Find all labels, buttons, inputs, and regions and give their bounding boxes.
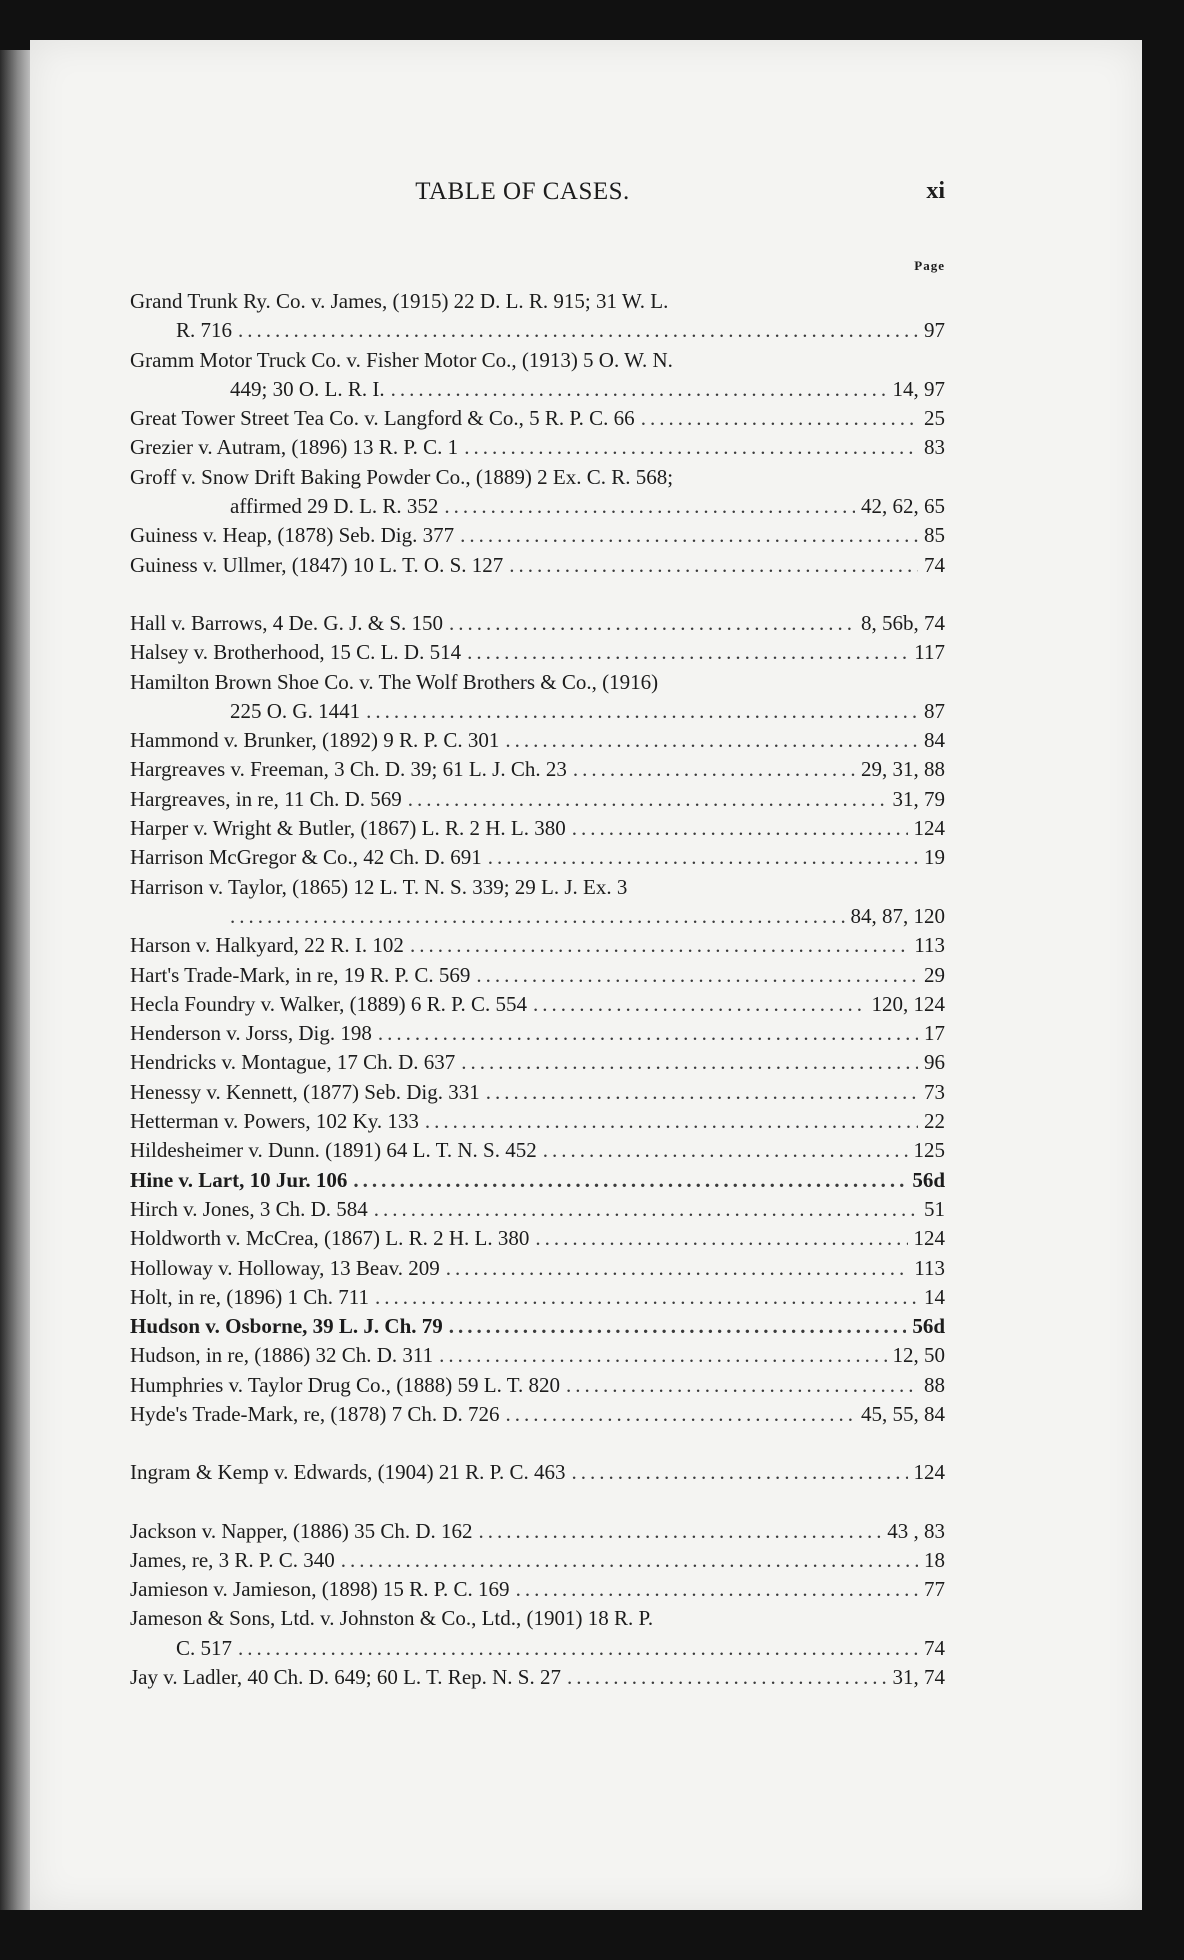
page-reference: 96 <box>924 1050 945 1075</box>
dot-leader <box>461 1048 918 1077</box>
page-reference: 12, 50 <box>892 1343 945 1368</box>
page-reference: 19 <box>924 845 945 870</box>
case-entry-line <box>130 1019 945 1048</box>
case-citation: R. 716 <box>176 318 233 343</box>
dot-leader <box>479 1517 882 1546</box>
dot-leader <box>543 1136 908 1165</box>
page-number: xi <box>926 178 945 204</box>
case-citation: affirmed 29 D. L. R. 352 <box>230 494 439 519</box>
case-entry-line <box>130 609 945 638</box>
page-reference: 17 <box>924 1021 945 1046</box>
case-citation: Holloway v. Holloway, 13 Beav. 209 <box>130 1255 440 1280</box>
case-citation: Harrison McGregor & Co., 42 Ch. D. 691 <box>130 845 482 870</box>
case-entry-line <box>130 1604 945 1633</box>
case-entry-line <box>130 463 945 492</box>
case-citation: Holt, in re, (1896) 1 Ch. 711 <box>130 1284 369 1309</box>
case-citation: Hamilton Brown Shoe Co. v. The Wolf Brothers & Co., (1916) <box>130 669 659 694</box>
dot-leader <box>467 638 908 667</box>
page-reference: 85 <box>924 523 945 548</box>
page-reference: 56d <box>912 1314 945 1339</box>
page-reference: 74 <box>924 1635 945 1660</box>
case-list <box>130 287 945 1692</box>
dot-leader <box>446 1254 909 1283</box>
page-reference: 124 <box>913 1460 945 1485</box>
page-reference: 87 <box>924 698 945 723</box>
dot-leader <box>378 1019 918 1048</box>
dot-leader <box>506 1400 856 1429</box>
dot-leader <box>509 551 918 580</box>
section-gap <box>130 1429 945 1458</box>
dot-leader <box>439 1341 886 1370</box>
dot-leader <box>572 814 908 843</box>
page-reference: 73 <box>924 1079 945 1104</box>
dot-leader <box>488 843 918 872</box>
page-reference: 51 <box>924 1196 945 1221</box>
page-reference: 45, 55, 84 <box>861 1401 945 1426</box>
dot-leader <box>533 990 865 1019</box>
page-reference: 77 <box>924 1577 945 1602</box>
dot-leader <box>238 1634 918 1663</box>
page-reference: 97 <box>924 318 945 343</box>
page-reference: 14, 97 <box>892 376 945 401</box>
page-header <box>100 178 945 218</box>
case-entry-line <box>130 433 945 462</box>
section-gap <box>130 580 945 609</box>
page-reference: 120, 124 <box>871 991 945 1016</box>
case-citation: Great Tower Street Tea Co. v. Langford & Co., 5 R. P. C. 66 <box>130 406 635 431</box>
dot-leader <box>464 433 918 462</box>
case-entry-line <box>130 375 945 404</box>
page-reference: 88 <box>924 1372 945 1397</box>
case-entry-line <box>130 843 945 872</box>
case-entry-line <box>130 1312 945 1341</box>
case-entry-line <box>130 1283 945 1312</box>
dot-leader <box>374 1195 918 1224</box>
case-entry-line <box>130 404 945 433</box>
dot-leader <box>410 931 908 960</box>
running-title: TABLE OF CASES. <box>415 178 630 205</box>
page-reference: 113 <box>914 933 945 958</box>
page-reference: 18 <box>924 1547 945 1572</box>
case-citation: Ingram & Kemp v. Edwards, (1904) 21 R. P. C. 463 <box>130 1460 566 1485</box>
page-reference: 31, 74 <box>892 1665 945 1690</box>
page-reference: 29 <box>924 962 945 987</box>
page-reference: 83 <box>924 435 945 460</box>
dot-leader <box>566 1371 918 1400</box>
case-citation: Hecla Foundry v. Walker, (1889) 6 R. P. C. 554 <box>130 991 528 1016</box>
case-entry-line <box>130 1078 945 1107</box>
page-reference: 117 <box>914 640 945 665</box>
page-reference: 29, 31, 88 <box>861 757 945 782</box>
case-citation: Gramm Motor Truck Co. v. Fisher Motor Co., (1913) 5 O. W. N. <box>130 347 673 372</box>
dot-leader <box>516 1575 918 1604</box>
dot-leader <box>444 492 855 521</box>
page-reference: 113 <box>914 1255 945 1280</box>
page-column-label: Page <box>914 258 945 273</box>
case-entry-line <box>130 1136 945 1165</box>
case-entry-line <box>130 697 945 726</box>
case-entry-line <box>130 1254 945 1283</box>
case-entry-line <box>130 638 945 667</box>
case-entry-line <box>130 1048 945 1077</box>
case-citation: Jackson v. Napper, (1886) 35 Ch. D. 162 <box>130 1518 473 1543</box>
page-reference: 25 <box>924 406 945 431</box>
dot-leader <box>535 1224 907 1253</box>
case-entry-line <box>130 1107 945 1136</box>
case-entry-line <box>130 346 945 375</box>
page-reference: 124 <box>913 816 945 841</box>
case-citation: Hall v. Barrows, 4 De. G. J. & S. 150 <box>130 610 444 635</box>
dot-leader <box>391 375 887 404</box>
case-citation: 449; 30 O. L. R. I. <box>230 376 385 401</box>
dot-leader <box>425 1107 918 1136</box>
dot-leader <box>505 726 918 755</box>
dot-leader <box>375 1283 918 1312</box>
dot-leader <box>460 521 918 550</box>
case-entry-line <box>130 990 945 1019</box>
case-citation: C. 517 <box>176 1635 233 1660</box>
case-entry-line <box>130 1575 945 1604</box>
case-citation: Henessy v. Kennett, (1877) Seb. Dig. 331 <box>130 1079 480 1104</box>
case-entry-line <box>130 961 945 990</box>
dot-leader <box>567 1663 887 1692</box>
page-reference: 84, 87, 120 <box>850 903 945 928</box>
case-citation: James, re, 3 R. P. C. 340 <box>130 1547 335 1572</box>
page-reference: 8, 56b, 74 <box>861 610 945 635</box>
page-reference: 125 <box>913 1138 945 1163</box>
page-reference: 43 , 83 <box>887 1518 945 1543</box>
case-citation: Hirch v. Jones, 3 Ch. D. 584 <box>130 1196 368 1221</box>
case-citation: Harrison v. Taylor, (1865) 12 L. T. N. S. 339; 29 L. J. Ex. 3 <box>130 874 628 899</box>
page-reference: 14 <box>924 1284 945 1309</box>
case-entry-line <box>130 1546 945 1575</box>
case-citation: Jameson & Sons, Ltd. v. Johnston & Co., Ltd., (1901) 18 R. P. <box>130 1606 654 1631</box>
case-citation: Hammond v. Brunker, (1892) 9 R. P. C. 301 <box>130 728 500 753</box>
dot-leader <box>641 404 918 433</box>
case-citation: Henderson v. Jorss, Dig. 198 <box>130 1021 372 1046</box>
case-entry-line <box>130 1371 945 1400</box>
dot-leader <box>230 902 845 931</box>
dot-leader <box>476 961 918 990</box>
case-entry-line <box>130 931 945 960</box>
case-citation: Hudson v. Osborne, 39 L. J. Ch. 79 <box>130 1314 443 1339</box>
case-entry-line <box>130 1634 945 1663</box>
dot-leader <box>573 755 855 784</box>
case-citation: Hargreaves, in re, 11 Ch. D. 569 <box>130 786 402 811</box>
case-citation: Jamieson v. Jamieson, (1898) 15 R. P. C. 169 <box>130 1577 510 1602</box>
case-entry-line <box>130 316 945 345</box>
case-citation: Holdworth v. McCrea, (1867) L. R. 2 H. L. 380 <box>130 1226 530 1251</box>
case-entry-line <box>130 521 945 550</box>
case-citation: Hudson, in re, (1886) 32 Ch. D. 311 <box>130 1343 434 1368</box>
case-citation: Harper v. Wright & Butler, (1867) L. R. 2 H. L. 380 <box>130 816 566 841</box>
case-entry-line <box>130 726 945 755</box>
case-entry-line <box>130 1224 945 1253</box>
case-entry-line <box>130 902 945 931</box>
case-citation: Guiness v. Heap, (1878) Seb. Dig. 377 <box>130 523 455 548</box>
page-reference: 56d <box>912 1167 945 1192</box>
case-citation: Hendricks v. Montague, 17 Ch. D. 637 <box>130 1050 456 1075</box>
page-reference: 22 <box>924 1109 945 1134</box>
case-citation: Hildesheimer v. Dunn. (1891) 64 L. T. N. S. 452 <box>130 1138 537 1163</box>
page-edge-shadow <box>0 50 30 1910</box>
case-entry-line <box>130 668 945 697</box>
case-citation: Hetterman v. Powers, 102 Ky. 133 <box>130 1109 419 1134</box>
page-reference: 124 <box>913 1226 945 1251</box>
case-citation: Humphries v. Taylor Drug Co., (1888) 59 L. T. 820 <box>130 1372 560 1397</box>
page-reference: 42, 62, 65 <box>861 494 945 519</box>
dot-leader <box>353 1166 906 1195</box>
case-citation: Hart's Trade-Mark, in re, 19 R. P. C. 569 <box>130 962 471 987</box>
case-entry-line <box>130 551 945 580</box>
dot-leader <box>366 697 918 726</box>
case-entry-line <box>130 1663 945 1692</box>
case-citation: Harson v. Halkyard, 22 R. I. 102 <box>130 933 404 958</box>
case-entry-line <box>130 873 945 902</box>
case-entry-line <box>130 287 945 316</box>
case-citation: Hine v. Lart, 10 Jur. 106 <box>130 1167 348 1192</box>
case-citation: Hargreaves v. Freeman, 3 Ch. D. 39; 61 L. J. Ch. 23 <box>130 757 567 782</box>
case-entry-line <box>130 755 945 784</box>
case-entry-line <box>130 1517 945 1546</box>
page-reference: 84 <box>924 728 945 753</box>
case-entry-line <box>130 1166 945 1195</box>
case-entry-line <box>130 1400 945 1429</box>
section-gap <box>130 1488 945 1517</box>
case-citation: Grand Trunk Ry. Co. v. James, (1915) 22 D. L. R. 915; 31 W. L. <box>130 289 669 313</box>
case-entry-line <box>130 492 945 521</box>
dot-leader <box>238 316 918 345</box>
case-entry-line <box>130 1458 945 1487</box>
case-entry-line <box>130 814 945 843</box>
case-citation: Hyde's Trade-Mark, re, (1878) 7 Ch. D. 726 <box>130 1401 500 1426</box>
dot-leader <box>572 1458 908 1487</box>
dot-leader <box>408 785 887 814</box>
dot-leader <box>341 1546 918 1575</box>
case-citation: Groff v. Snow Drift Baking Powder Co., (1889) 2 Ex. C. R. 568; <box>130 464 674 489</box>
case-citation: Halsey v. Brotherhood, 15 C. L. D. 514 <box>130 640 462 665</box>
page-reference: 31, 79 <box>892 786 945 811</box>
case-entry-line <box>130 1195 945 1224</box>
case-citation: 225 O. G. 1441 <box>230 698 361 723</box>
dot-leader <box>449 609 855 638</box>
dot-leader <box>449 1312 907 1341</box>
case-citation: Grezier v. Autram, (1896) 13 R. P. C. 1 <box>130 435 459 460</box>
page-reference: 74 <box>924 552 945 577</box>
case-citation: Guiness v. Ullmer, (1847) 10 L. T. O. S. 127 <box>130 552 504 577</box>
dot-leader <box>486 1078 918 1107</box>
case-citation: Jay v. Ladler, 40 Ch. D. 649; 60 L. T. Rep. N. S. 27 <box>130 1665 561 1690</box>
case-entry-line <box>130 1341 945 1370</box>
case-entry-line <box>130 785 945 814</box>
